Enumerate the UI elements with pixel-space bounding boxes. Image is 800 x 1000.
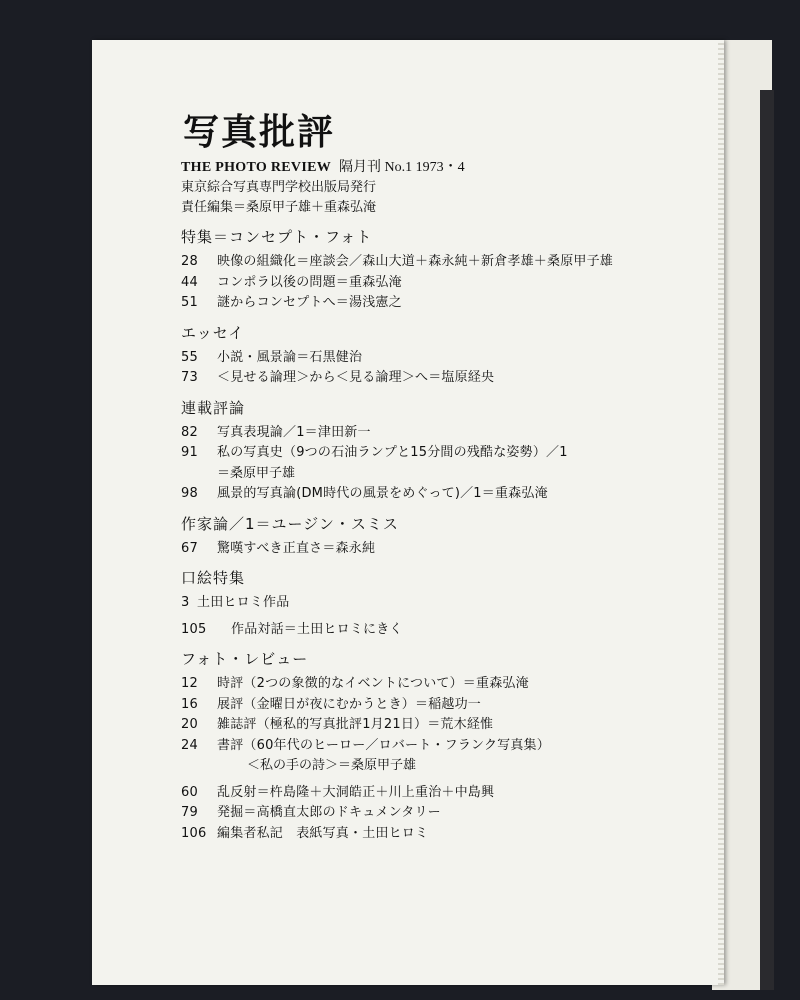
- table-of-contents: [181, 110, 701, 844]
- toc-entry: [181, 674, 701, 695]
- section-heading: 連載評論: [181, 398, 246, 417]
- page-number: 91: [181, 445, 198, 460]
- page-number: 12: [181, 676, 198, 691]
- page-number: 55: [181, 349, 198, 365]
- english-title: THE PHOTO REVIEW: [181, 160, 332, 175]
- page-number: 24: [181, 737, 198, 753]
- magazine-title: 写真批評: [183, 111, 336, 153]
- toc-entry: [181, 783, 701, 804]
- page-number: 20: [181, 717, 198, 732]
- page-number: 51: [181, 295, 198, 310]
- entry-title: 私の写真史（9つの石油ランプと15分間の残酷な姿勢）／1: [217, 445, 568, 460]
- document-page: [92, 40, 724, 985]
- page-number: 73: [181, 370, 198, 385]
- entry-title: 映像の組織化＝座談会／森山大道＋森永純＋新倉孝雄＋桑原甲子雄: [217, 254, 614, 269]
- toc-entry: [181, 273, 701, 294]
- toc-entry: [181, 695, 701, 716]
- entry-title: 乱反射＝杵島隆＋大洞皓正＋川上重治＋中島興: [217, 784, 495, 800]
- entry-title: コンポラ以後の問題＝重森弘淹: [217, 274, 402, 290]
- page-number: 106: [181, 825, 207, 841]
- editors: 責任編集＝桑原甲子雄＋重森弘淹: [181, 200, 377, 215]
- entry-title: 土田ヒロミ作品: [197, 595, 290, 610]
- entry-title: 発掘＝高橋直太郎のドキュメンタリー: [217, 805, 441, 820]
- section-heading: 特集＝コンセプト・フォト: [181, 228, 373, 246]
- toc-entry: [181, 593, 701, 614]
- entry-title: 書評（60年代のヒーロー／ロバート・フランク写真集）: [217, 737, 550, 753]
- entry-title: 雑誌評（極私的写真批評1月21日）＝荒木経惟: [217, 717, 494, 732]
- page-number: 3: [181, 595, 190, 610]
- entry-title: ＜見せる論理＞から＜見る論理＞へ＝塩原経央: [217, 370, 495, 385]
- toc-entry: [181, 423, 701, 444]
- toc-entry: [181, 736, 701, 757]
- entry-title: 謎からコンセプトへ＝湯浅憲之: [217, 295, 402, 310]
- page-number: 44: [181, 274, 198, 290]
- page-number: 98: [181, 486, 198, 501]
- toc-entry: [181, 348, 701, 369]
- toc-entry: [181, 715, 701, 736]
- toc-entry: [181, 803, 701, 824]
- entry-title: 驚嘆すべき正直さ＝森永純: [217, 540, 376, 556]
- section-heading: 口絵特集: [181, 569, 246, 587]
- entry-title: 編集者私記 表紙写真・土田ヒロミ: [217, 825, 429, 841]
- english-title-line: [181, 158, 701, 178]
- toc-entry: [181, 293, 701, 314]
- toc-entry: [181, 368, 701, 389]
- page-number: 82: [181, 424, 198, 440]
- toc-entry: [181, 252, 701, 273]
- publisher: 東京綜合写真専門学校出版局発行: [181, 180, 377, 195]
- toc-entry: [181, 539, 701, 560]
- toc-entry: [181, 484, 701, 505]
- adjacent-page-shadow: [760, 90, 774, 990]
- toc-entry: [181, 443, 701, 464]
- entry-continuation: ＜私の手の詩＞＝桑原甲子雄: [247, 758, 417, 773]
- entry-title: 時評（2つの象徴的なイベントについて）＝重森弘淹: [217, 676, 529, 691]
- entry-title: 展評（金曜日が夜にむかうとき）＝稲越功一: [217, 696, 482, 712]
- section-heading: エッセイ: [181, 323, 245, 342]
- page-number: 79: [181, 805, 198, 820]
- entry-title: 風景的写真論(DM時代の風景をめぐって)／1＝重森弘淹: [217, 486, 548, 501]
- section-heading: フォト・レビュー: [181, 650, 309, 668]
- entry-title: 作品対話＝土田ヒロミにきく: [231, 621, 403, 637]
- section-heading: 作家論／1＝ユージン・スミス: [181, 514, 399, 533]
- toc-entry: [181, 824, 701, 845]
- page-number: 105: [181, 621, 207, 637]
- entry-title: 写真表現論／1＝津田新一: [217, 424, 371, 440]
- toc-entry: [181, 620, 701, 641]
- entry-continuation: ＝桑原甲子雄: [217, 465, 296, 481]
- page-number: 60: [181, 784, 198, 800]
- page-number: 28: [181, 254, 198, 269]
- entry-title: 小説・風景論＝石黒健治: [217, 349, 363, 365]
- page-number: 16: [181, 696, 198, 712]
- page-number: 67: [181, 540, 198, 556]
- issue-info: 隔月刊 No.1 1973・4: [339, 160, 465, 175]
- page-edge: [718, 40, 724, 985]
